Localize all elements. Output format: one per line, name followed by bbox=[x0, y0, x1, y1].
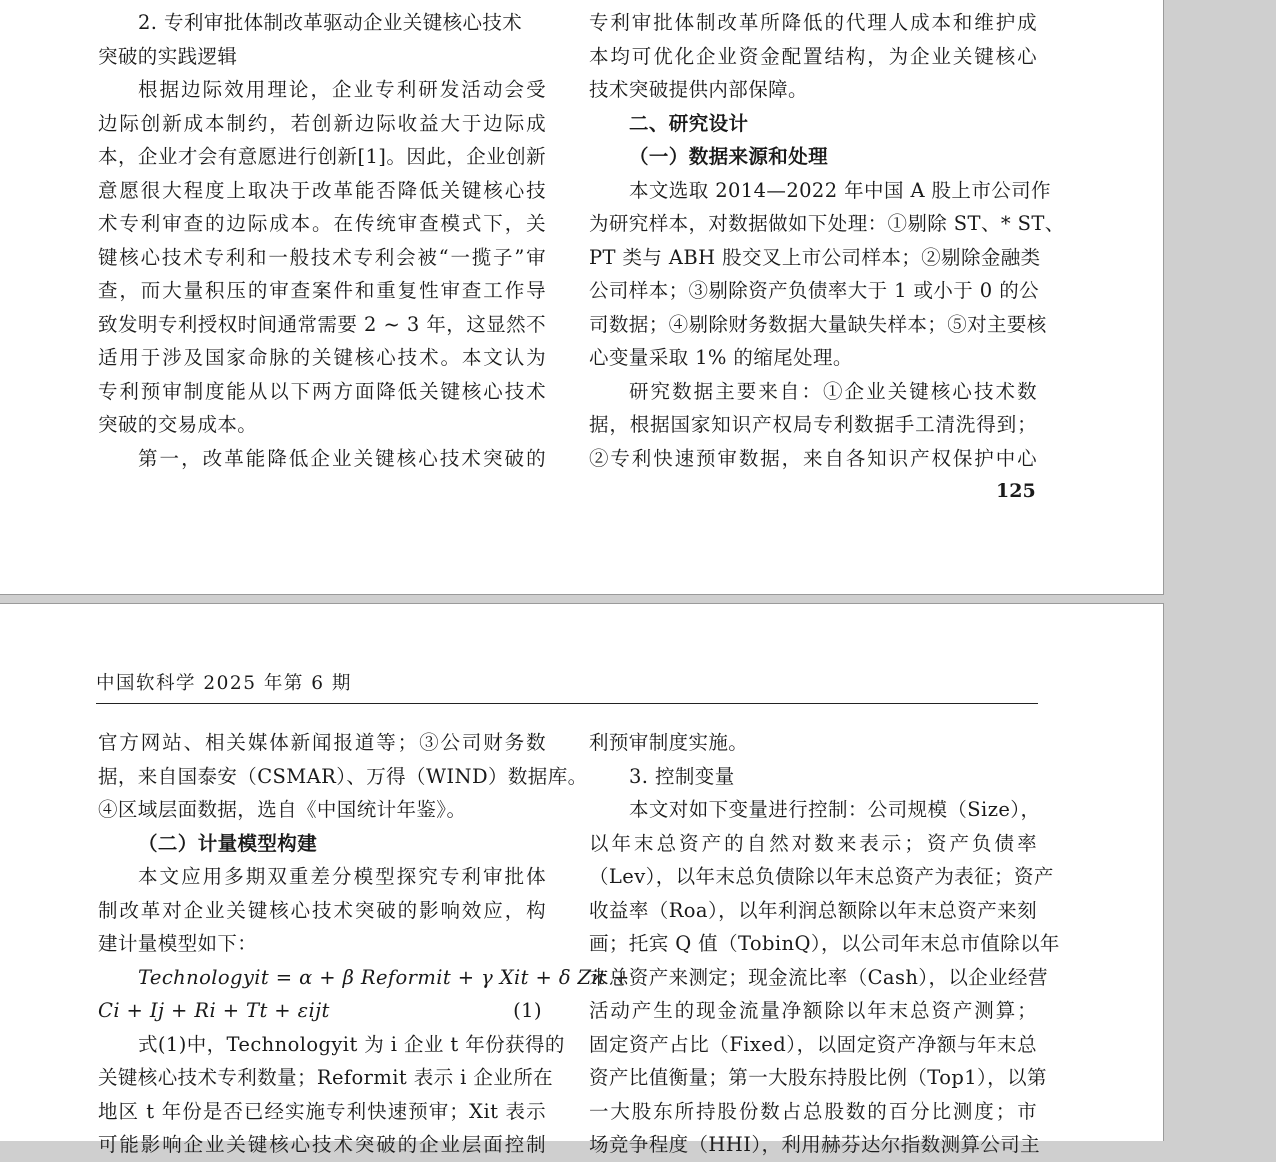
text-line: 收益率（Roa），以年利润总额除以年末总资产来刻 bbox=[589, 898, 1037, 922]
text-line: 心变量采取 1% 的缩尾处理。 bbox=[589, 346, 853, 369]
text-line: 公司样本；③剔除资产负债率大于 1 或小于 0 的公 bbox=[589, 279, 1040, 302]
text-line: 本均可优化企业资金配置结构，为企业关键核心 bbox=[589, 44, 1037, 68]
text-line: 一大股东所持股份数占总股数的百分比测度；市 bbox=[589, 1099, 1037, 1123]
text-line: 2. 专利审批体制改革驱动企业关键核心技术 bbox=[138, 11, 523, 34]
text-line: 为研究样本，对数据做如下处理：①剔除 ST、* ST、 bbox=[589, 212, 1065, 235]
text-line: 专利审批体制改革所降低的代理人成本和维护成 bbox=[589, 11, 1037, 34]
text-line: 本文应用多期双重差分模型探究专利审批体 bbox=[138, 865, 546, 888]
text-line: 活动产生的现金流量净额除以年末总资产测算； bbox=[589, 999, 1037, 1022]
text-line: 专利预审制度能从以下两方面降低关键核心技术 bbox=[98, 379, 546, 403]
page2-right-column bbox=[589, 726, 1060, 1162]
text-line: 司数据；④剔除财务数据大量缺失样本；⑤对主要核 bbox=[589, 312, 1047, 336]
text-line: 致发明专利授权时间通常需要 2 ~ 3 年，这显然不 bbox=[98, 312, 546, 336]
text-line: 键核心技术专利和一般技术专利会被“一揽子”审 bbox=[98, 245, 546, 269]
page2-left-column bbox=[98, 726, 630, 1162]
text-line: 术专利审查的边际成本。在传统审查模式下，关 bbox=[98, 212, 546, 235]
text-line: 可能影响企业关键核心技术突破的企业层面控制 bbox=[98, 1133, 546, 1156]
text-line: （Lev），以年末总负债除以年末总资产为表征；资产 bbox=[589, 865, 1054, 888]
text-line: 边际创新成本制约，若创新边际收益大于边际成 bbox=[98, 111, 546, 135]
text-line: 根据边际效用理论，企业专利研发活动会受 bbox=[138, 78, 546, 101]
text-line: 固定资产占比（Fixed），以固定资产净额与年末总 bbox=[589, 1032, 1037, 1056]
text-line: 突破的交易成本。 bbox=[98, 413, 258, 436]
text-line: 突破的实践逻辑 bbox=[98, 44, 238, 68]
page-1 bbox=[0, 0, 1164, 595]
text-line: ②专利快速预审数据，来自各知识产权保护中心 bbox=[589, 446, 1037, 470]
text-line: 适用于涉及国家命脉的关键核心技术。本文认为 bbox=[98, 346, 546, 369]
text-line: Technologyit = α + β Reformit + γ Xit + δ Zit + bbox=[138, 965, 630, 989]
text-line: Ci + Ij + Ri + Tt + εijt (1) bbox=[98, 994, 546, 1028]
text-line: 官方网站、相关媒体新闻报道等；③公司财务数 bbox=[98, 731, 546, 754]
text-line: 式(1)中，Technologyit 为 i 企业 t 年份获得的 bbox=[138, 1032, 565, 1056]
text-line: （二）计量模型构建 bbox=[138, 831, 318, 855]
page1-right-column bbox=[589, 6, 1065, 475]
text-line: 本文选取 2014—2022 年中国 A 股上市公司作 bbox=[629, 178, 1051, 202]
text-line: 研究数据主要来自：①企业关键核心技术数 bbox=[629, 379, 1037, 403]
text-line: 场竞争程度（HHI），利用赫芬达尔指数测算公司主 bbox=[589, 1133, 1041, 1156]
text-line: 画；托宾 Q 值（TobinQ），以公司年末总市值除以年 bbox=[589, 932, 1060, 955]
text-line: 技术突破提供内部保障。 bbox=[589, 78, 808, 101]
text-line: 查，而大量积压的审查案件和重复性审查工作导 bbox=[98, 279, 546, 302]
text-line: 制改革对企业关键核心技术突破的影响效应，构 bbox=[98, 898, 546, 922]
page1-left-column bbox=[98, 6, 546, 475]
text-line: 资产比值衡量；第一大股东持股比例（Top1），以第 bbox=[589, 1066, 1047, 1089]
text-line: 建计量模型如下： bbox=[98, 932, 258, 955]
text-line: 据，来自国泰安（CSMAR）、万得（WIND）数据库。 bbox=[98, 764, 588, 788]
text-line: 本文对如下变量进行控制：公司规模（Size）， bbox=[629, 798, 1041, 821]
journal-header: 中国软科学 2025 年第 6 期 bbox=[96, 669, 1038, 704]
text-line: 二、研究设计 bbox=[629, 111, 749, 135]
page-number: 125 bbox=[996, 480, 1036, 502]
text-line: 利预审制度实施。 bbox=[589, 731, 749, 754]
text-line: 第一，改革能降低企业关键核心技术突破的 bbox=[138, 446, 546, 470]
text-line: 据，根据国家知识产权局专利数据手工清洗得到； bbox=[589, 413, 1037, 436]
text-line: 本，企业才会有意愿进行创新[1]。因此，企业创新 bbox=[98, 145, 546, 168]
text-line: 意愿很大程度上取决于改革能否降低关键核心技 bbox=[98, 178, 546, 202]
text-line: 关键核心技术专利数量；Reformit 表示 i 企业所在 bbox=[98, 1066, 553, 1089]
text-line: ④区域层面数据，选自《中国统计年鉴》。 bbox=[98, 798, 467, 821]
text-line: 末总资产来测定；现金流比率（Cash），以企业经营 bbox=[589, 965, 1048, 989]
text-line: PT 类与 ABH 股交叉上市公司样本；②剔除金融类 bbox=[589, 245, 1041, 269]
text-line: 地区 t 年份是否已经实施专利快速预审；Xit 表示 bbox=[98, 1099, 546, 1123]
text-line: 3. 控制变量 bbox=[629, 764, 735, 788]
text-line: （一）数据来源和处理 bbox=[629, 145, 829, 168]
equation-number: (1) bbox=[513, 999, 542, 1022]
text-line: 以年末总资产的自然对数来表示；资产负债率 bbox=[589, 831, 1037, 855]
